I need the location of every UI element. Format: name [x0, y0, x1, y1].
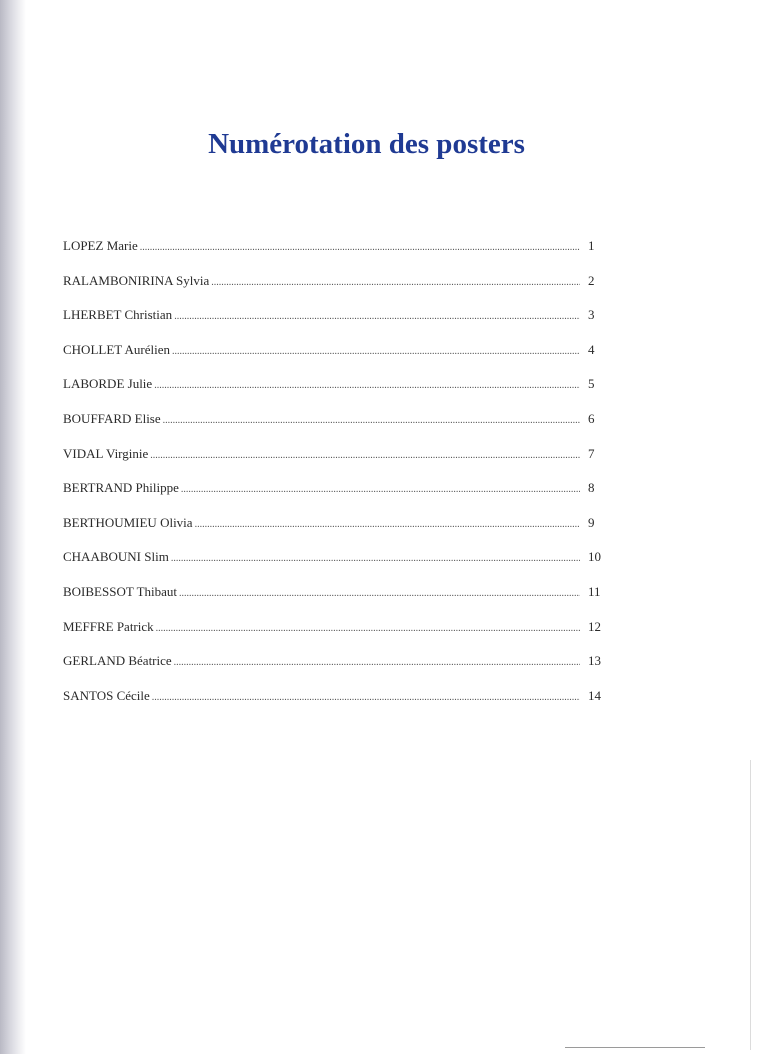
- poster-author: GERLAND Béatrice: [63, 653, 172, 669]
- poster-author: VIDAL Virginie: [63, 445, 149, 461]
- dot-leader: [150, 450, 580, 461]
- dot-leader: [174, 657, 580, 668]
- poster-number: 14: [588, 687, 601, 703]
- list-item: [63, 480, 608, 515]
- poster-author: LABORDE Julie: [63, 376, 153, 392]
- poster-number: 8: [588, 480, 595, 496]
- dot-leader: [163, 415, 580, 426]
- dot-leader: [174, 311, 580, 322]
- list-item: [63, 653, 608, 688]
- dot-leader: [154, 380, 580, 391]
- poster-author: CHOLLET Aurélien: [63, 341, 170, 357]
- poster-number: 6: [588, 410, 595, 426]
- poster-number: 3: [588, 307, 595, 323]
- list-item: [63, 515, 608, 550]
- poster-author: CHAABOUNI Slim: [63, 549, 169, 565]
- dot-leader: [195, 519, 580, 530]
- poster-number: 10: [588, 549, 601, 565]
- list-item: [63, 307, 608, 342]
- list-item: [63, 273, 608, 308]
- list-item: [63, 376, 608, 411]
- dot-leader: [140, 242, 580, 253]
- poster-author: BOIBESSOT Thibaut: [63, 583, 178, 599]
- poster-author: LHERBET Christian: [63, 307, 173, 323]
- poster-number: 9: [588, 514, 595, 530]
- poster-number: 5: [588, 376, 595, 392]
- poster-number: 13: [588, 653, 601, 669]
- list-item: [63, 238, 608, 273]
- page-edge-line: [750, 760, 751, 1050]
- dot-leader: [171, 553, 580, 564]
- poster-number: 4: [588, 341, 595, 357]
- poster-author: RALAMBONIRINA Sylvia: [63, 272, 210, 288]
- list-item: [63, 342, 608, 377]
- poster-author: MEFFRE Patrick: [63, 618, 154, 634]
- dot-leader: [179, 588, 580, 599]
- poster-number: 1: [588, 238, 595, 253]
- poster-author: BERTRAND Philippe: [63, 480, 179, 496]
- poster-author: BOUFFARD Elise: [63, 410, 161, 426]
- list-item: [63, 411, 608, 446]
- list-item: [63, 549, 608, 584]
- poster-author: SANTOS Cécile: [63, 687, 150, 703]
- poster-number: 11: [588, 583, 601, 599]
- dot-leader: [172, 346, 580, 357]
- dot-leader: [152, 692, 580, 703]
- list-item: [63, 584, 608, 619]
- dot-leader: [181, 484, 580, 495]
- poster-author: BERTHOUMIEU Olivia: [63, 514, 193, 530]
- list-item: [63, 619, 608, 654]
- poster-number: 12: [588, 618, 601, 634]
- dot-leader: [156, 623, 580, 634]
- poster-index-list: [63, 238, 608, 722]
- page-title: Numérotation des posters: [208, 128, 525, 160]
- poster-number: 2: [588, 272, 595, 288]
- list-item: [63, 688, 608, 723]
- poster-number: 7: [588, 445, 595, 461]
- page-bottom-line: [565, 1047, 705, 1048]
- dot-leader: [211, 277, 580, 288]
- list-item: [63, 446, 608, 481]
- poster-author: LOPEZ Marie: [63, 238, 138, 253]
